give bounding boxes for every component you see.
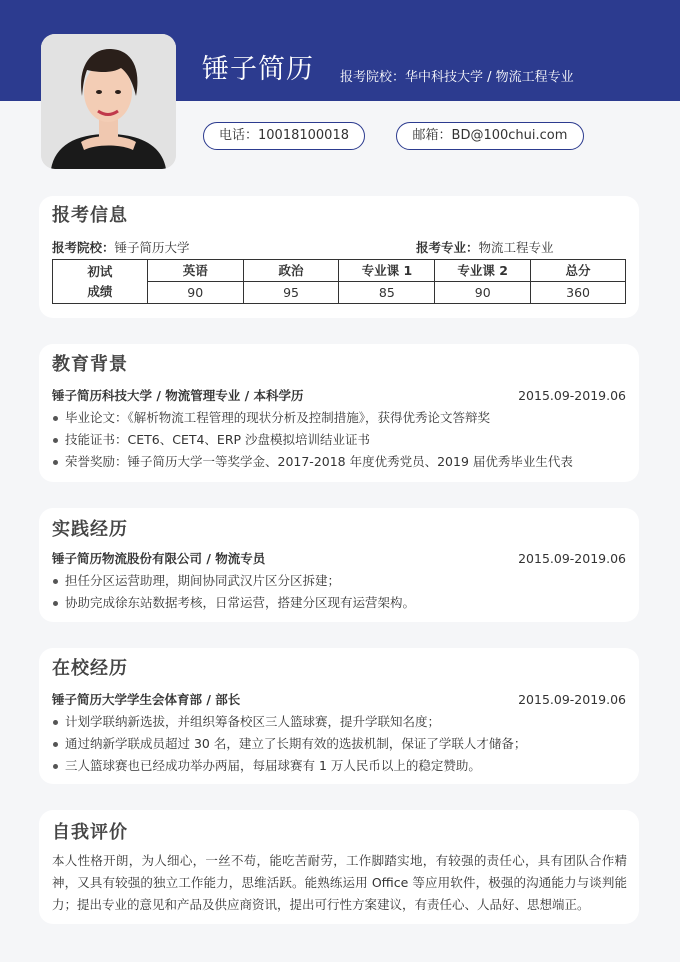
exam-info-row xyxy=(52,238,626,258)
table-cell: 85 xyxy=(339,282,435,304)
education-heading-row xyxy=(52,386,626,406)
email-contact[interactable]: 邮箱：BD@100chui.com xyxy=(396,122,584,150)
section-title-self: 自我评价 xyxy=(52,822,128,843)
table-header-row xyxy=(53,260,626,282)
table-header-cell: 英语 xyxy=(147,260,243,282)
table-header-cell: 政治 xyxy=(243,260,339,282)
table-header-cell: 专业课 2 xyxy=(435,260,531,282)
practice-card xyxy=(39,508,639,622)
score-row-label-line1: 初试 xyxy=(87,263,113,279)
self-evaluation-card xyxy=(39,810,639,924)
major-label: 报考专业： xyxy=(416,240,479,255)
list-item: 计划学联纳新选拔，并组织筹备校区三人篮球赛，提升学联知名度； xyxy=(52,712,626,732)
section-title-exam: 报考信息 xyxy=(52,205,128,226)
school-label: 报考院校： xyxy=(52,240,115,255)
phone-contact[interactable]: 电话：10018100018 xyxy=(203,122,365,150)
score-row-label xyxy=(53,260,148,304)
practice-heading-row xyxy=(52,549,626,569)
campus-date: 2015.09-2019.06 xyxy=(518,692,626,707)
score-row-label-line2: 成绩 xyxy=(87,283,113,299)
table-cell: 90 xyxy=(147,282,243,304)
candidate-name: 锤子简历 xyxy=(202,54,314,85)
education-heading: 锤子简历科技大学 / 物流管理专业 / 本科学历 xyxy=(52,388,304,403)
campus-heading-row xyxy=(52,690,626,710)
list-item: 担任分区运营助理，期间协同武汉片区分区拆建； xyxy=(52,571,626,591)
practice-date: 2015.09-2019.06 xyxy=(518,551,626,566)
table-cell: 90 xyxy=(435,282,531,304)
score-table xyxy=(52,259,626,304)
table-cell: 360 xyxy=(531,282,626,304)
avatar-photo xyxy=(41,34,176,169)
list-item: 协助完成徐东站数据考核，日常运营，搭建分区现有运营架构。 xyxy=(52,593,626,613)
list-item: 技能证书：CET6、CET4、ERP 沙盘模拟培训结业证书 xyxy=(52,430,626,450)
section-title-education: 教育背景 xyxy=(52,354,128,375)
table-header-cell: 专业课 1 xyxy=(339,260,435,282)
table-cell: 95 xyxy=(243,282,339,304)
list-item: 荣誉奖励：锤子简历大学一等奖学金、2017-2018 年度优秀党员、2019 届优秀毕业生代表 xyxy=(52,452,626,472)
portrait-image xyxy=(41,34,176,169)
school-value: 锤子简历大学 xyxy=(114,240,190,255)
campus-card xyxy=(39,648,639,784)
education-card xyxy=(39,344,639,482)
section-title-campus: 在校经历 xyxy=(52,658,128,679)
table-header-cell: 总分 xyxy=(531,260,626,282)
exam-card xyxy=(39,196,639,318)
list-item: 三人篮球赛也已经成功举办两届，每届球赛有 1 万人民币以上的稳定赞助。 xyxy=(52,756,626,776)
self-evaluation-text: 本人性格开朗，为人细心，一丝不苟，能吃苦耐劳，工作脚踏实地，有较强的责任心，具有团队合作精神，又具有较强的独立工作能力，思维活跃。能熟练运用 Office 等应用软件，极强的沟通能力与谈判能力；提出专业的意见和产品及供应商资讯，提出可行性方案建议，有责任心、人品好、思想端正。 xyxy=(52,853,627,912)
target-school: 报考院校：华中科技大学 / 物流工程专业 xyxy=(340,70,574,85)
campus-heading: 锤子简历大学学生会体育部 / 部长 xyxy=(52,692,241,707)
section-title-practice: 实践经历 xyxy=(52,519,128,540)
list-item: 毕业论文：《解析物流工程管理的现状分析及控制措施》，获得优秀论文答辩奖 xyxy=(52,408,626,428)
list-item: 通过纳新学联成员超过 30 名，建立了长期有效的选拔机制，保证了学联人才储备； xyxy=(52,734,626,754)
major-value: 物流工程专业 xyxy=(478,240,554,255)
practice-heading: 锤子简历物流股份有限公司 / 物流专员 xyxy=(52,551,266,566)
education-date: 2015.09-2019.06 xyxy=(518,388,626,403)
